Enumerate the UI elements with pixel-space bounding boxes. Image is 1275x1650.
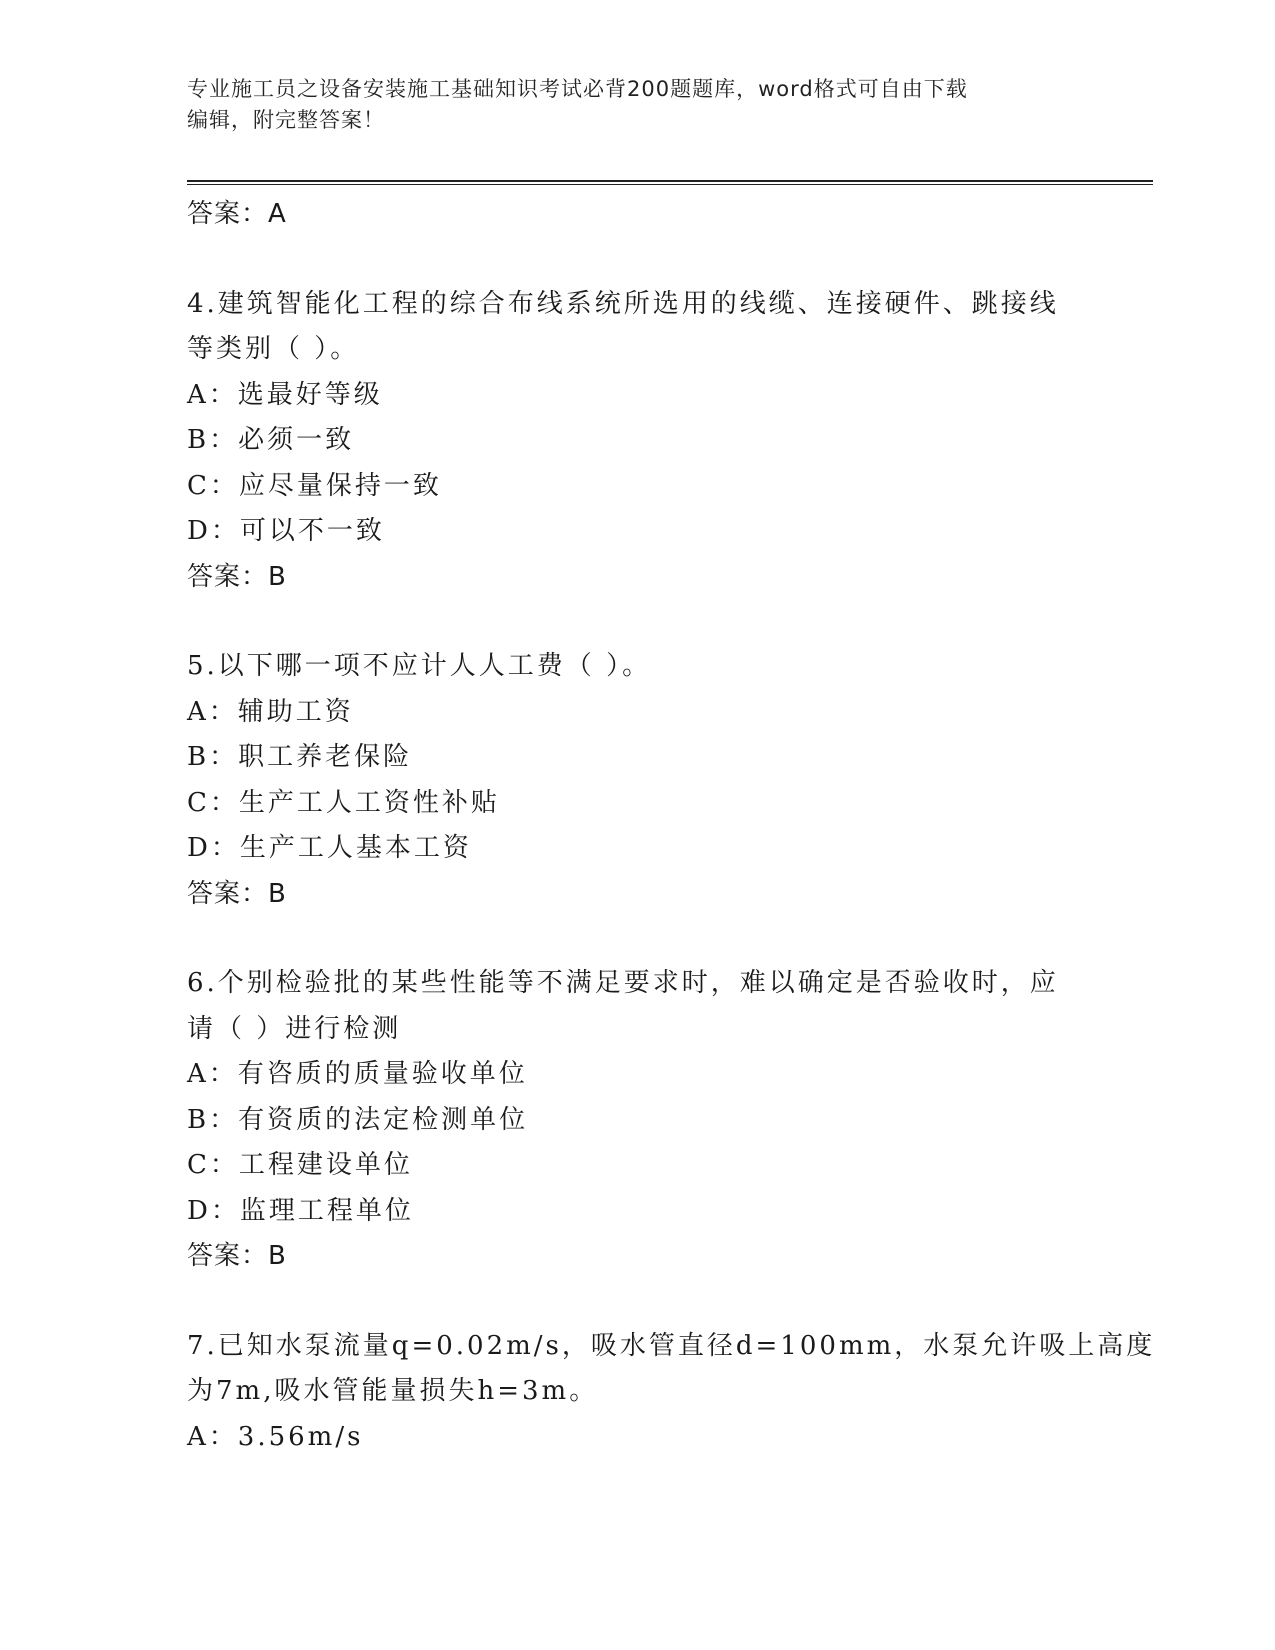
option-c: C：工程建设单位	[187, 1150, 413, 1180]
answer-previous: 答案：A	[187, 199, 287, 229]
question-stem-cont: 为7m,吸水管能量损失h=3m。	[187, 1376, 599, 1406]
question-6	[187, 961, 1087, 1280]
option-b: B：有资质的法定检测单位	[187, 1104, 529, 1135]
answer: 答案：B	[187, 561, 287, 592]
header-rule-thick	[187, 180, 1153, 182]
option-d: D：生产工人基本工资	[187, 833, 472, 863]
header-line-2: 编辑，附完整答案！	[187, 108, 385, 132]
question-stem: 5.以下哪一项不应计人人工费（ ）。	[187, 651, 652, 681]
header-line-1: 专业施工员之设备安装施工基础知识考试必背200题题库，word格式可自由下载	[187, 77, 968, 101]
question-stem-cont: 等类别（ ）。	[187, 334, 360, 364]
option-b: B：必须一致	[187, 425, 355, 455]
spacer	[187, 238, 1087, 282]
answer: 答案：B	[187, 1241, 287, 1271]
question-stem: 7.已知水泵流量q=0.02m/s，吸水管直径d=100mm，水泵允许吸上高度	[187, 1330, 1156, 1361]
question-7	[187, 1324, 1156, 1461]
question-stem-cont: 请（ ）进行检测	[187, 1013, 402, 1044]
question-stem: 6.个别检验批的某些性能等不满足要求时，难以确定是否验收时，应	[187, 968, 1059, 998]
spacer	[187, 1280, 1087, 1324]
question-stem: 4.建筑智能化工程的综合布线系统所选用的线缆、连接硬件、跳接线	[187, 288, 1059, 319]
question-5	[187, 644, 1087, 917]
option-c: C：应尽量保持一致	[187, 470, 442, 501]
option-b: B：职工养老保险	[187, 742, 413, 772]
document-body	[187, 192, 1156, 1460]
option-a: A：辅助工资	[187, 696, 354, 727]
page-header	[187, 74, 1087, 136]
question-4	[187, 282, 1087, 601]
spacer	[187, 600, 1087, 644]
option-c: C：生产工人工资性补贴	[187, 787, 500, 818]
option-d: D：监理工程单位	[187, 1195, 414, 1226]
header-rule-thin	[187, 184, 1153, 185]
option-a: A：有咨质的质量验收单位	[187, 1059, 528, 1089]
option-a: A：选最好等级	[187, 379, 383, 410]
spacer	[187, 917, 1087, 961]
answer: 答案：B	[187, 878, 287, 909]
option-a: A：3.56m/s	[187, 1421, 364, 1452]
option-d: D：可以不一致	[187, 516, 385, 546]
